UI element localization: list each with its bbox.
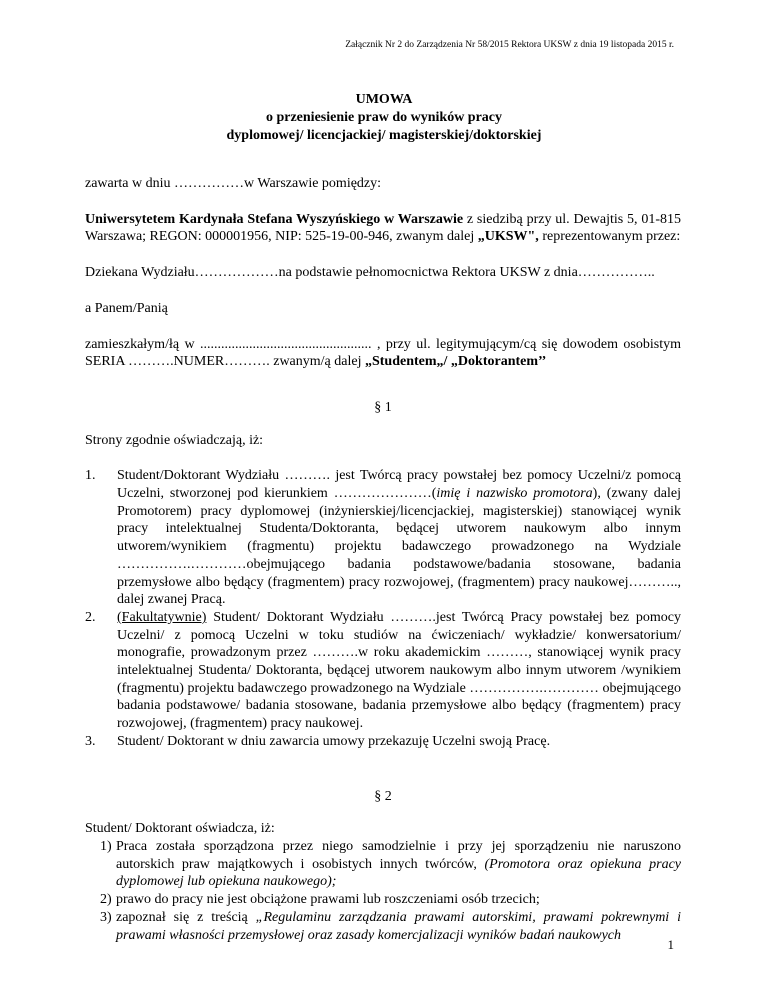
- header-note: Załącznik Nr 2 do Zarządzenia Nr 58/2015 Rektora UKSW z dnia 19 listopada 2015 r.: [345, 40, 674, 50]
- item-number: 3.: [85, 733, 96, 749]
- title-line-2: o przeniesienie praw do wyników pracy: [265, 110, 503, 125]
- dean-line: Dziekana Wydziału………………na podstawie pełnomocnictwa Rektora UKSW z dnia……………..: [85, 265, 655, 281]
- document-body: [85, 175, 681, 944]
- party1-paragraph: [85, 211, 681, 246]
- title-line-1: UMOWA: [355, 92, 413, 107]
- item-text: zapoznał się z treścią: [116, 909, 256, 925]
- page-number: 1: [667, 937, 674, 952]
- concluded-date-line: zawarta w dniu ……………w Warszawie pomiędzy:: [85, 176, 382, 191]
- party2-paragraph: [85, 336, 681, 371]
- item-number: 1.: [85, 468, 96, 484]
- item-text: prawo do pracy nie jest obciążone prawami lub roszczeniami osób trzecich;: [116, 892, 540, 908]
- item-number: 2.: [85, 609, 96, 625]
- item-text: Student/Doktorant Wydziału ………. jest Twórcą pracy powstałej bez pomocy Uczelni/z pomocą Uczelni, stworzonej pod kierunkiem …………………(: [117, 468, 681, 502]
- item-italic-text: „Regulaminu zarządzania prawami autorskimi, prawami pokrewnymi i prawami własności przemysłowej oraz zasady komercjalizacji wyników badań naukowych: [116, 909, 681, 943]
- party2-intro: a Panem/Panią: [85, 300, 168, 316]
- section1-item: [85, 609, 681, 733]
- item-number: 3): [100, 909, 112, 925]
- item-italic-text: (Promotora oraz opiekuna pracy dyplomowej lub opiekuna naukowego);: [116, 856, 682, 890]
- item-italic-text: imię i nazwisko promotora: [436, 486, 593, 502]
- section2-item: [85, 909, 681, 944]
- party1-name: Uniwersytetem Kardynała Stefana Wyszyńskiego w Warszawie: [85, 211, 464, 227]
- section2-item: [85, 891, 681, 909]
- title-line-3: dyplomowej/ licencjackiej/ magisterskiej/doktorskiej: [226, 128, 542, 143]
- section1-item: [85, 467, 681, 609]
- section2-lead: Student/ Doktorant oświadcza, iż:: [85, 821, 275, 837]
- item-text: Student/ Doktorant Wydziału ……….jest Twórcą Pracy powstałej bez pomocy Uczelni/ z pomocą Uczelni w toku studiów na ćwiczeniach/ wykładzie/ konwersatorium/ monografie, prowadzonym przez ……….w roku akademickim ………, stanowiącej wynik pracy intelektualnej Studenta/ Doktoranta, będącej utworem naukowym albo innym utworem /wynikiem (fragmentu) projektu badawczego prowadzonego na Wydziale …………….………… obejmującego badania podstawowe/ badania stosowane, badania przemysłowe albo będący (fragmentem) pracy rozwojowej, (fragmentem) pracy naukowej.: [117, 609, 681, 732]
- item-text: ), (zwany dalej Promotorem) pracy dyplomowej (inżynierskiej/licencjackiej, magisterskiej) stanowiącej wynik pracy intelektualnej Studenta/Doktoranta, będącej utworem naukowym albo innym utworem/wynikiem (fragmentu) projektu badawczego prowadzonego na Wydziale …………….…………obejmującego badania podstawowe/badania stosowane, badania przemysłowe albo będący (fragmentem) pracy rozwojowej, (fragmentem) pracy naukowej……….., dalej zwanej Pracą.: [117, 486, 681, 608]
- item-optional-label: (Fakultatywnie): [117, 609, 207, 625]
- party2-details: zamieszkałym/łą w ................................................. , przy ul. legitymującym/cą się dowodem osobistym SERIA ……….NUMER………. zwanym/ą dalej: [85, 336, 681, 370]
- item-text: Student/ Doktorant w dniu zawarcia umowy przekazuję Uczelni swoją Pracę.: [117, 733, 551, 749]
- section1-list: [85, 467, 681, 750]
- item-number: 2): [100, 892, 112, 908]
- section1-item: [85, 733, 681, 751]
- party2-short-name: „Studentem„/ „Doktorantem’’: [364, 354, 547, 370]
- section1-lead: Strony zgodnie oświadczają, iż:: [85, 432, 264, 448]
- section2-heading: § 2: [374, 788, 392, 804]
- section2-item: [85, 838, 681, 891]
- item-text: Praca została sporządzona przez niego samodzielnie i przy jej sporządzeniu nie naruszono autorskich praw majątkowych i osobistych innych twórców,: [116, 838, 681, 872]
- section1-heading: § 1: [374, 399, 392, 415]
- item-number: 1): [100, 838, 112, 854]
- document-title: [0, 91, 768, 145]
- party1-short-name: „UKSW",: [477, 229, 539, 245]
- party1-representation: reprezentowanym przez:: [538, 229, 681, 245]
- party1-details: z siedzibą przy ul. Dewajtis 5, 01-815 Warszawa; REGON: 000001956, NIP: 525-19-00-946, zwanym dalej: [85, 211, 681, 245]
- section2-list: [85, 838, 681, 944]
